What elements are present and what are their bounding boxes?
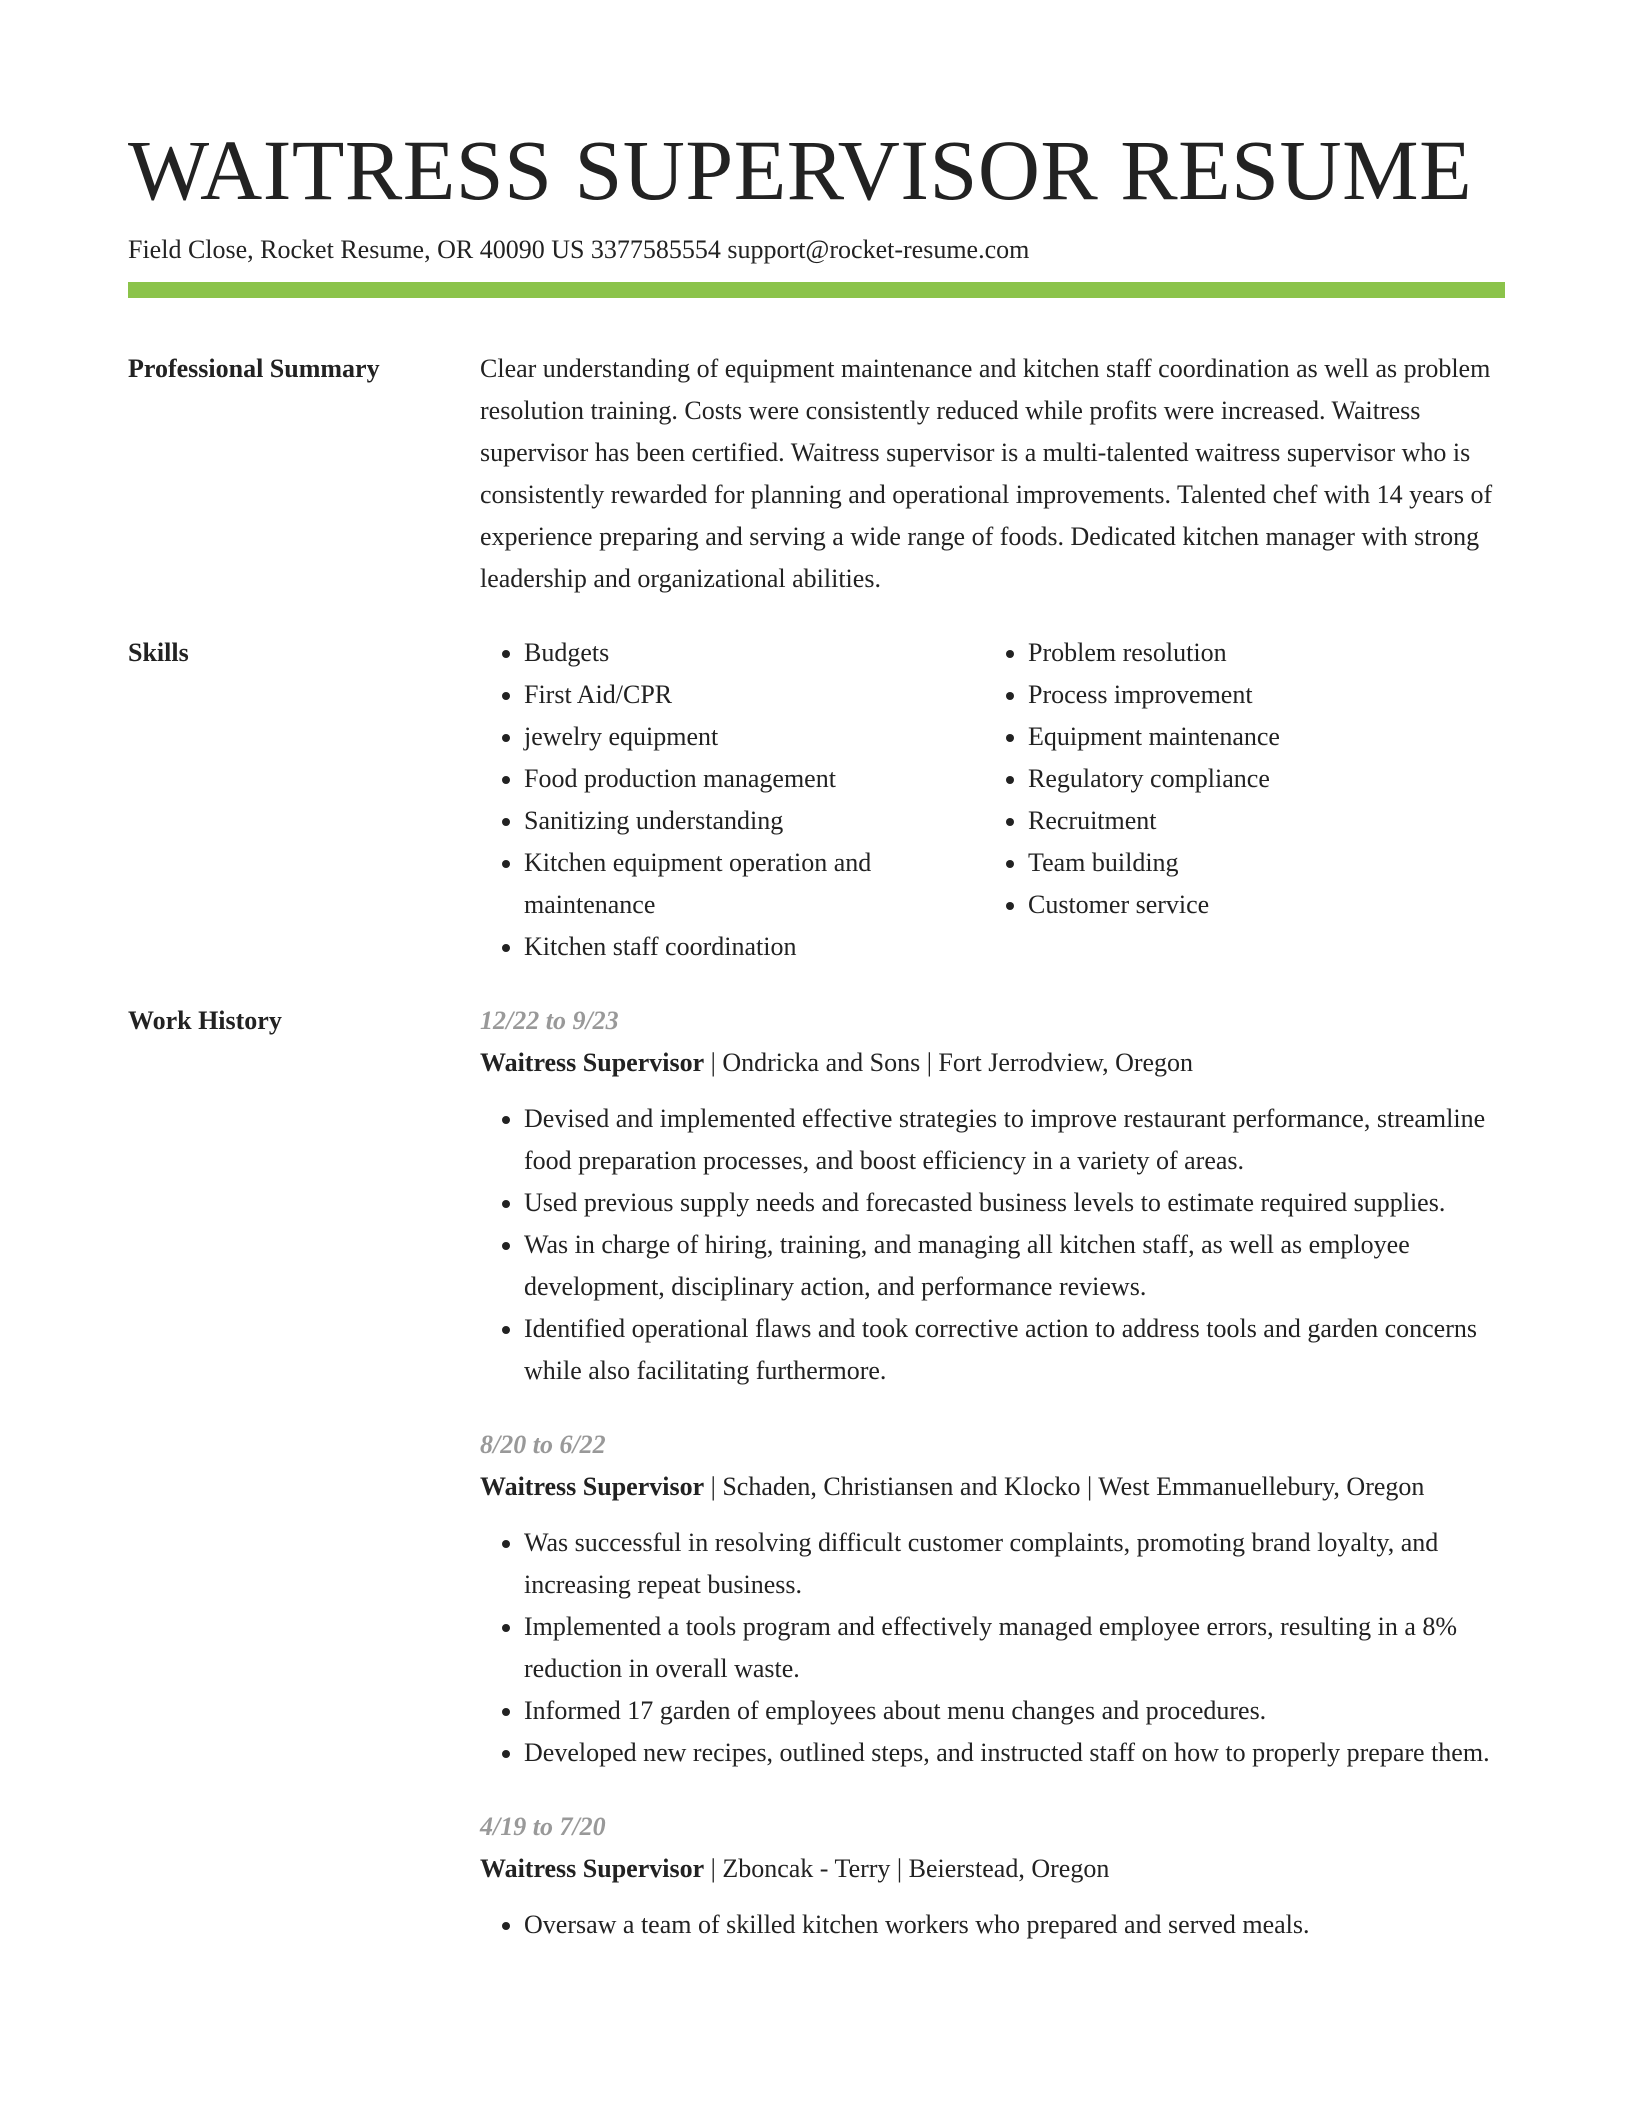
job-details: | Schaden, Christiansen and Klocko | West Emmanuellebury, Oregon [704, 1472, 1425, 1501]
skills-columns [480, 632, 1505, 968]
skills-list-left [480, 632, 984, 968]
skill-item: • Food production management [524, 758, 984, 800]
skill-item: • Equipment maintenance [1028, 716, 1488, 758]
skill-item: • Process improvement [1028, 674, 1488, 716]
header-accent-rule [128, 282, 1505, 298]
job-title: Waitress Supervisor [480, 1048, 705, 1077]
job-bullets [480, 1522, 1505, 1774]
summary-text: Clear understanding of equipment maintenance and kitchen staff coordination as well as problem resolution training. Costs were consistently reduced while profits were increased. Waitress supervisor has been certified. Waitress supervisor is a multi-talented waitress supervisor who is consistently rewarded for planning and operational improvements. Talented chef with 14 years of experience preparing and serving a wide range of foods. Dedicated kitchen manager with strong leadership and organizational abilities. [480, 354, 1493, 593]
job-bullet: • Developed new recipes, outlined steps, and instructed staff on how to properly prepare them. [524, 1732, 1505, 1774]
skill-item: • First Aid/CPR [524, 674, 984, 716]
job-bullet: • Identified operational flaws and took corrective action to address tools and garden concerns while also facilitating furthermore. [524, 1308, 1505, 1392]
job-entry [480, 1424, 1505, 1774]
skill-item: • Kitchen staff coordination [524, 926, 984, 968]
section-label-professional-summary: Professional Summary [128, 354, 380, 383]
job-heading [480, 1848, 1505, 1890]
resume-page [128, 0, 1505, 1946]
job-title: Waitress Supervisor [480, 1854, 705, 1883]
skill-item: • Problem resolution [1028, 632, 1488, 674]
job-bullets [480, 1098, 1505, 1392]
skills-list-right [984, 632, 1488, 968]
job-bullet: • Was in charge of hiring, training, and managing all kitchen staff, as well as employee development, disciplinary action, and performance reviews. [524, 1224, 1505, 1308]
section-label-work-history: Work History [128, 1006, 282, 1035]
job-title: Waitress Supervisor [480, 1472, 705, 1501]
resume-title: WAITRESS SUPERVISOR RESUME [128, 122, 1473, 218]
skill-item: • Budgets [524, 632, 984, 674]
contact-line: Field Close, Rocket Resume, OR 40090 US 3377585554 support@rocket-resume.com [128, 235, 1030, 264]
skill-item: • Recruitment [1028, 800, 1488, 842]
job-bullet: • Informed 17 garden of employees about menu changes and procedures. [524, 1690, 1505, 1732]
skill-item: • Customer service [1028, 884, 1488, 926]
job-bullet: • Oversaw a team of skilled kitchen workers who prepared and served meals. [524, 1904, 1505, 1946]
work-history-section [128, 1000, 1505, 1946]
professional-summary-section [128, 348, 1505, 600]
section-label-skills: Skills [128, 638, 189, 667]
job-details: | Zboncak - Terry | Beierstead, Oregon [704, 1854, 1110, 1883]
job-entry [480, 1000, 1505, 1392]
skill-item: • Regulatory compliance [1028, 758, 1488, 800]
job-bullets [480, 1904, 1505, 1946]
skill-item: • Kitchen equipment operation and maintenance [524, 842, 984, 926]
job-entry [480, 1806, 1505, 1946]
job-dates: 8/20 to 6/22 [480, 1430, 606, 1459]
job-bullet: • Was successful in resolving difficult customer complaints, promoting brand loyalty, and increasing repeat business. [524, 1522, 1505, 1606]
skill-item: • Sanitizing understanding [524, 800, 984, 842]
job-heading [480, 1466, 1505, 1508]
job-heading [480, 1042, 1505, 1084]
skill-item: • jewelry equipment [524, 716, 984, 758]
summary-body [480, 348, 1505, 600]
job-bullet: • Used previous supply needs and forecasted business levels to estimate required supplies. [524, 1182, 1505, 1224]
job-bullet: • Devised and implemented effective strategies to improve restaurant performance, streamline food preparation processes, and boost efficiency in a variety of areas. [524, 1098, 1505, 1182]
job-details: | Ondricka and Sons | Fort Jerrodview, Oregon [704, 1048, 1194, 1077]
skill-item: • Team building [1028, 842, 1488, 884]
work-history-body [480, 1000, 1505, 1946]
job-dates: 4/19 to 7/20 [480, 1812, 606, 1841]
job-bullet: • Implemented a tools program and effectively managed employee errors, resulting in a 8% reduction in overall waste. [524, 1606, 1505, 1690]
skills-section [128, 632, 1505, 968]
job-dates: 12/22 to 9/23 [480, 1006, 619, 1035]
